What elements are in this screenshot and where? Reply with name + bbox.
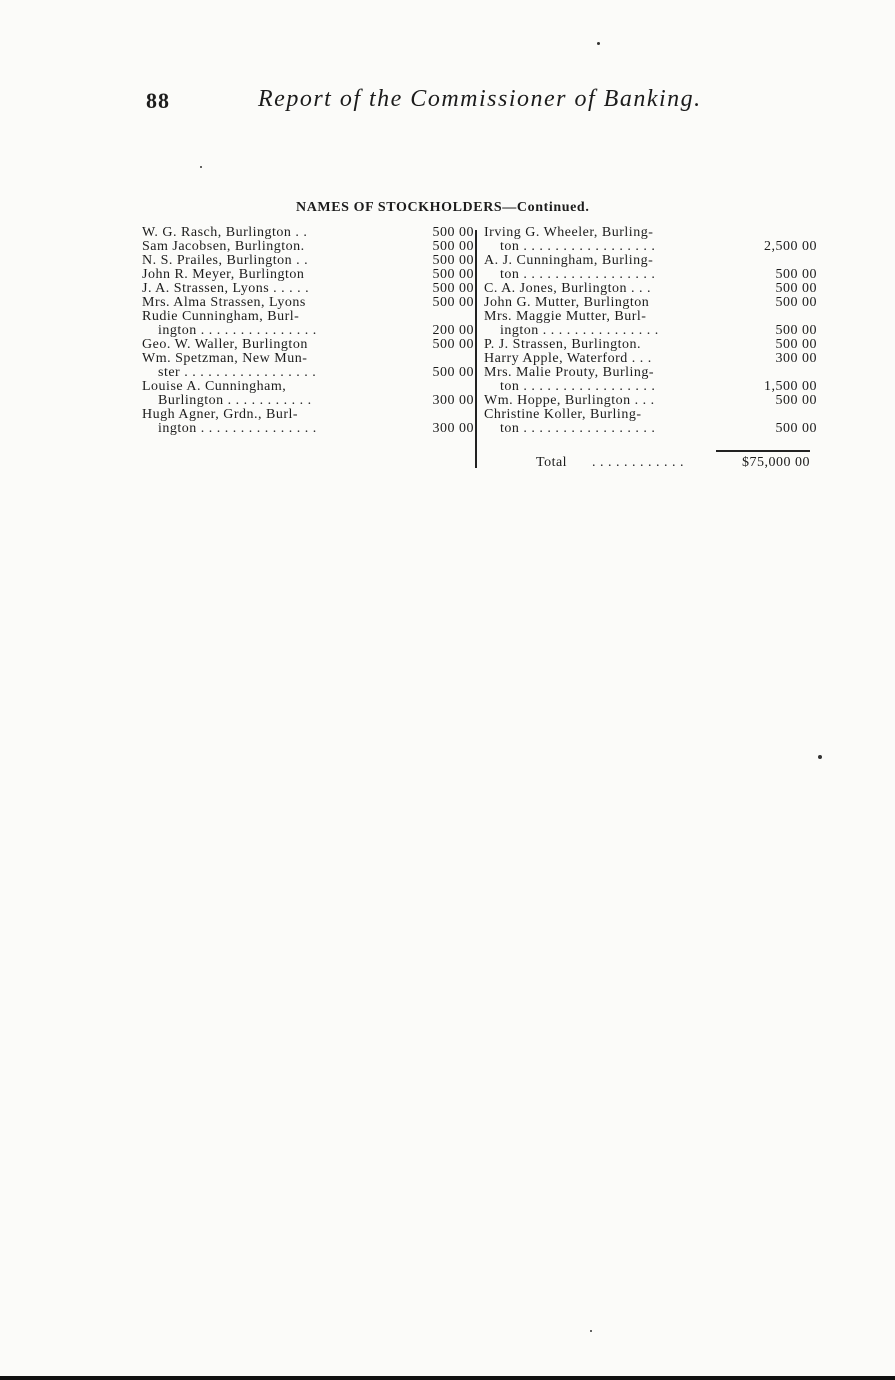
total-amount: $75,000 00	[742, 455, 810, 470]
stockholder-row	[484, 366, 817, 380]
stockholders-left-column	[142, 226, 474, 436]
stockholder-row	[484, 282, 817, 296]
stockholder-name: Mrs. Alma Strassen, Lyons	[142, 295, 306, 310]
stockholder-amount: 500 00	[775, 421, 817, 436]
stockholder-name: ton . . . . . . . . . . . . . . . . .	[500, 379, 656, 394]
total-rule	[716, 450, 810, 452]
page-number: 88	[146, 88, 170, 113]
stockholder-name: Harry Apple, Waterford . . .	[484, 351, 652, 366]
stockholder-row	[484, 310, 817, 324]
stockholder-name: John R. Meyer, Burlington	[142, 267, 305, 282]
stockholder-amount: 500 00	[432, 281, 474, 296]
stockholder-amount: 500 00	[432, 225, 474, 240]
stockholder-row	[484, 240, 817, 254]
stockholder-amount: 500 00	[775, 281, 817, 296]
stockholder-amount: 1,500 00	[764, 379, 817, 394]
stockholder-name: Wm. Spetzman, New Mun-	[142, 351, 308, 366]
stockholder-row	[142, 296, 474, 310]
stockholder-amount: 500 00	[432, 295, 474, 310]
stockholder-name: P. J. Strassen, Burlington.	[484, 337, 642, 352]
running-head: Report of the Commissioner of Banking.	[258, 86, 702, 112]
stockholder-row	[484, 394, 817, 408]
stockholder-amount: 2,500 00	[764, 239, 817, 254]
stockholder-row	[484, 352, 817, 366]
print-speck	[597, 42, 600, 45]
print-speck	[590, 1330, 592, 1332]
print-speck	[200, 166, 202, 168]
stockholder-name: Mrs. Malie Prouty, Burling-	[484, 365, 655, 380]
stockholder-row	[142, 422, 474, 436]
stockholder-row	[484, 324, 817, 338]
stockholder-row	[484, 296, 817, 310]
stockholder-row	[142, 324, 474, 338]
stockholder-name: ington . . . . . . . . . . . . . . .	[158, 323, 317, 338]
stockholder-name: ton . . . . . . . . . . . . . . . . .	[500, 267, 656, 282]
total-row	[536, 455, 810, 471]
stockholder-row	[142, 254, 474, 268]
stockholders-right-column	[484, 226, 817, 436]
stockholder-row	[484, 380, 817, 394]
total-leader: . . . . . . . . . . . .	[592, 455, 684, 470]
stockholder-name: Rudie Cunningham, Burl-	[142, 309, 300, 324]
stockholder-row	[484, 226, 817, 240]
section-title: NAMES OF STOCKHOLDERS—Continued.	[296, 200, 590, 215]
stockholder-row	[142, 352, 474, 366]
stockholder-name: Burlington . . . . . . . . . . .	[158, 393, 312, 408]
stockholder-row	[142, 282, 474, 296]
stockholder-amount: 300 00	[432, 421, 474, 436]
total-label: Total	[536, 455, 568, 470]
stockholder-row	[142, 338, 474, 352]
stockholder-name: A. J. Cunningham, Burling-	[484, 253, 654, 268]
stockholder-row	[142, 408, 474, 422]
stockholder-name: Wm. Hoppe, Burlington . . .	[484, 393, 655, 408]
stockholder-row	[142, 240, 474, 254]
stockholder-name: ington . . . . . . . . . . . . . . .	[158, 421, 317, 436]
stockholder-name: Geo. W. Waller, Burlington	[142, 337, 308, 352]
stockholder-amount: 300 00	[432, 393, 474, 408]
stockholder-amount: 500 00	[775, 393, 817, 408]
column-divider	[475, 230, 477, 468]
stockholder-amount: 500 00	[432, 267, 474, 282]
stockholder-amount: 500 00	[775, 267, 817, 282]
stockholder-name: Christine Koller, Burling-	[484, 407, 642, 422]
stockholder-row	[484, 268, 817, 282]
stockholder-name: W. G. Rasch, Burlington . .	[142, 225, 308, 240]
stockholder-amount: 500 00	[775, 323, 817, 338]
stockholder-name: John G. Mutter, Burlington	[484, 295, 650, 310]
stockholder-amount: 500 00	[432, 239, 474, 254]
stockholder-row	[484, 422, 817, 436]
stockholder-amount: 200 00	[432, 323, 474, 338]
stockholder-row	[142, 366, 474, 380]
stockholder-name: ster . . . . . . . . . . . . . . . . .	[158, 365, 317, 380]
stockholder-row	[142, 310, 474, 324]
stockholder-row	[142, 226, 474, 240]
stockholder-row	[484, 254, 817, 268]
stockholder-amount: 300 00	[775, 351, 817, 366]
stockholder-row	[484, 338, 817, 352]
stockholder-amount: 500 00	[775, 295, 817, 310]
stockholder-name: C. A. Jones, Burlington . . .	[484, 281, 651, 296]
stockholder-amount: 500 00	[432, 337, 474, 352]
stockholder-amount: 500 00	[432, 365, 474, 380]
stockholder-row	[484, 408, 817, 422]
page-bottom-edge	[0, 1376, 895, 1380]
stockholder-name: Sam Jacobsen, Burlington.	[142, 239, 305, 254]
stockholder-name: N. S. Prailes, Burlington . .	[142, 253, 309, 268]
stockholder-name: Mrs. Maggie Mutter, Burl-	[484, 309, 647, 324]
stockholder-name: J. A. Strassen, Lyons . . . . .	[142, 281, 310, 296]
stockholder-name: ton . . . . . . . . . . . . . . . . .	[500, 421, 656, 436]
stockholder-amount: 500 00	[775, 337, 817, 352]
stockholder-row	[142, 380, 474, 394]
stockholder-name: Irving G. Wheeler, Burling-	[484, 225, 654, 240]
stockholder-name: Louise A. Cunningham,	[142, 379, 287, 394]
stockholder-row	[142, 268, 474, 282]
stockholder-name: Hugh Agner, Grdn., Burl-	[142, 407, 299, 422]
stockholder-name: ington . . . . . . . . . . . . . . .	[500, 323, 659, 338]
stockholder-amount: 500 00	[432, 253, 474, 268]
print-speck	[818, 755, 822, 759]
stockholder-row	[142, 394, 474, 408]
stockholder-name: ton . . . . . . . . . . . . . . . . .	[500, 239, 656, 254]
